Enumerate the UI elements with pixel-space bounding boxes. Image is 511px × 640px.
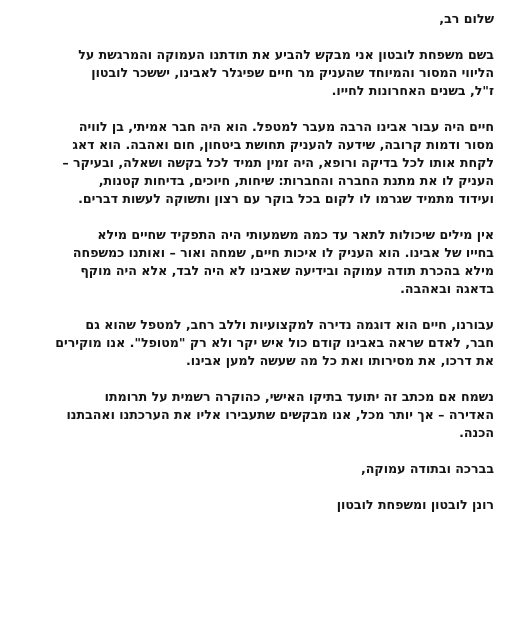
paragraph-gap [10,478,494,496]
paragraph-line: אין מילים שיכולות לתאר עד כמה משמעותי היה התפקיד שחיים מילא [97,227,494,242]
paragraph-line: את דרכו, את מסירותו ואת כל מה שעשה למען אבינו. [185,353,494,368]
closing-line: בברכה ובתודה עמוקה, [360,461,494,476]
paragraph-3 [10,226,494,298]
paragraph-line: בשם משפחת לובטון אני מבקש להביע את תודתנו העמוקה והמרגשת על [78,47,494,62]
paragraph-1 [10,46,494,100]
paragraph-line: חיים היה עבור אבינו הרבה מעבר למטפל. הוא היה חבר אמיתי, בן לוויה [78,119,494,134]
paragraph-5 [10,388,494,442]
paragraph-line: נשמח אם מכתב זה יתועד בתיקו האישי, כהוקרה רשמית על תרומתו [104,389,494,404]
letter-greeting [10,10,494,28]
paragraph-line: האדירה – אך יותר מכל, אנו מבקשים שתעבירו אליו את הערכתנו ואהבתנו [66,407,494,422]
paragraph-gap [10,298,494,316]
paragraph-line: מסור ודמות קרובה, שידעה להעניק תחושת ביטחון, חום ואהבה. הוא דאג [72,137,494,152]
letter-signature [10,496,494,514]
paragraph-line: לקחת אותו לכל בדיקה ורופא, היה זמין תמיד לכל בקשה ושאלה, ובעיקר – [62,155,494,170]
paragraph-gap [10,208,494,226]
paragraph-line: העניק לו את מתנת החברה והחברות: שיחות, חיוכים, בדיחות קטנות, [98,173,494,188]
paragraph-line: מילא בהכרת תודה עמוקה ובידיעה שאבינו לא היה לבד, אלא היה מוקף [80,263,494,278]
paragraph-line: ועידוד מתמיד שגרמו לו לקום בכל בוקר עם רצון ותשוקה לעשות דברים. [78,191,494,206]
paragraph-2 [10,118,494,208]
paragraph-line: בחייו של אבינו. הוא העניק לו איכות חיים, שמחה ואור – ואותנו כמשפחה [72,245,494,260]
paragraph-line: הכנה. [459,425,494,440]
paragraph-line: עבורנו, חיים הוא דוגמה נדירה למקצועיות וללב רחב, למטפל שהוא גם [85,317,494,332]
signature-line: רונן לובטון ומשפחת לובטון [336,497,494,512]
paragraph-line: הליווי המסור והמיוחד שהעניק מר חיים שפיגלר לאבינו, יששכר לובטון [91,65,494,80]
paragraph-gap [10,28,494,46]
paragraph-line: ז"ל, בשנים האחרונות לחייו. [331,83,494,98]
paragraph-4 [10,316,494,370]
paragraph-line: בדאגה ובאהבה. [400,281,494,296]
paragraph-gap [10,100,494,118]
paragraph-gap [10,442,494,460]
paragraph-line: חבר, לאדם שראה באבינו קודם כול איש יקר ולא רק "מטופל". אנו מוקירים [55,335,494,350]
letter-closing [10,460,494,478]
paragraph-gap [10,370,494,388]
letter-body [10,10,494,514]
greeting-line: שלום רב, [439,11,494,26]
